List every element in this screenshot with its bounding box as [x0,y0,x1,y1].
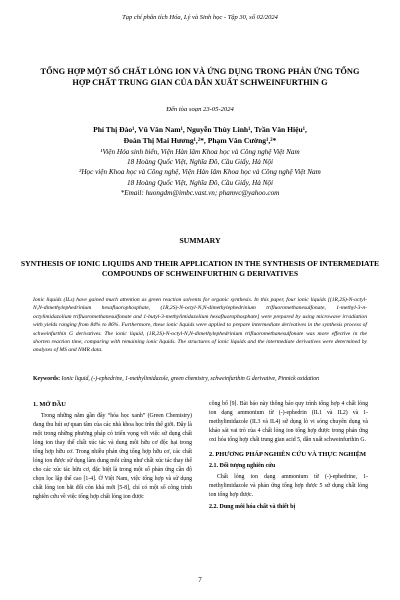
subsection-2-2-heading: 2.2. Dung môi hóa chất và thiết bị [209,504,296,510]
affiliation-1: ¹Viện Hóa sinh biển, Viện Hàn lâm Khoa học và Công nghệ Việt Nam [100,148,300,156]
keywords-label: Keywords [33,376,59,382]
running-head: Tạp chí phân tích Hóa, Lý và Sinh học - Tập 30, số 02/2024 [122,14,278,21]
page-number: 7 [198,576,202,584]
section-1-paragraph-cont: công bố [9]. Bài báo này thông báo quy trình tổng hợp 4 chất lỏng ion dạng ammonium từ (-)-ephedrin (IL1 và IL2) và 1-methylimidazole (IL3 và IL4) sử dụng lò vi sóng chuyên dụng và khảo sát vai trò của 4 chất lỏng ion tổng hợp được trong phản ứng oxi hóa tổng hợp chất trung gian acid 5, dẫn xuất schweinfurthin G. [209,401,368,443]
keywords-text: Ionic liquid, (-)-ephedrine, 1-methylimidazole, green chemistry, schweinfurthin G derivative, Pinnick oxidation [61,376,320,382]
author-line-2: Đoàn Thị Mai Hương¹,²*, Phạm Văn Cường¹,²* [123,135,277,145]
affiliation-2: ²Học viện Khoa học và Công nghệ, Viện Hàn lâm Khoa học và Công nghệ Việt Nam [79,168,321,177]
affiliation-2-address: 18 Hoàng Quốc Việt, Nghĩa Đô, Cầu Giấy, Hà Nội [126,178,273,187]
author-line-1: Phí Thị Đào¹, Vũ Văn Nam¹, Nguyễn Thùy Linh¹, Trần Văn Hiệu¹, [93,125,307,134]
section-1-paragraph: Trong những năm gần đây “hóa học xanh” (Green Chemistry) đang thu hút sự quan tâm của các nhà khoa học trên thế giới. Đây là một trong những phương pháp có triển vọng với việc sử dụng chất lỏng ion thay thế chất xúc tác và dung môi hữu cơ độc hại trong tổng hợp hữu cơ. Trong nhiều phản ứng tổng hợp hữu cơ, các chất lỏng ion được sử dụng làm dung môi cũng như chất xúc tác thay thế cho các xúc tác hữu cơ, đặc biệt là trong một số phản ứng cần độ chọn lọc lập thể cao [1-4]. Ở Việt Nam, việc tổng hợp và sử dụng chất lỏng ion bắt đối còn khá mới [5-8], chỉ có một số công trình nghiên cứu về việc tổng hợp chất lỏng ion được [33,413,192,500]
received-date: Đến tòa soạn 23-05-2024 [166,106,234,113]
article-title-en: SYNTHESIS OF IONIC LIQUIDS AND THEIR APPLICATION IN THE SYNTHESIS OF INTERMEDIATE COMPOUNDS OF SCHWEINFURTHIN G DERIVATIVES [20,259,380,279]
section-1-heading: 1. MỞ ĐẦU [33,401,66,408]
summary-heading: SUMMARY [179,236,221,245]
affiliations [20,147,380,198]
subsection-2-1-heading: 2.1. Đối tượng nghiên cứu [209,463,276,469]
column-left [33,400,192,502]
subsection-2-1-text: Chất lỏng ion dạng ammonium từ (-)-ephedrine, 1-methylimidazole và phản ứng tổng hợp được 5 sử dụng chất lỏng ion tổng hợp được. [209,474,368,498]
column-right [209,400,368,514]
section-2-heading: 2. PHƯƠNG PHÁP NGHIÊN CỨU VÀ THỰC NGHIỆM [209,451,367,458]
author-list [30,125,370,146]
affiliation-1-address: 18 Hoàng Quốc Việt, Nghĩa Đô, Cầu Giấy, Hà Nội [126,158,273,167]
contact-email: *Email: huongdm@imbc.vast.vn; phamvc@yahoo.com [120,188,280,197]
keywords: Keywords: Ionic liquid, (-)-ephedrine, 1-methylimidazole, green chemistry, schweinfurthin G derivative, Pinnick oxidation [33,376,320,382]
article-title-vi: TỔNG HỢP MỘT SỐ CHẤT LỎNG ION VÀ ỨNG DỤNG TRONG PHẢN ỨNG TỔNG HỢP CHẤT TRUNG GIAN CỦA DẪN XUẤT SCHWEINFURTHIN G [40,67,360,87]
abstract: Ionic liquids (ILs) have gained much attention as green reaction solvents for organic synthesis. In this paper, four ionic liquids [(1R,2S)-N-octyl-N,N-dimethylephedrinium hexafluorophosphate, (1R,2S)-N-octyl-N,N-dimethylephedrinium trifluoromethanesulfonate, 1-methyl-3-n-octylimidazolium trifluoromethanesulfonate and 1-butyl-3-methylimidazolium hexafluorophosphate] were prepared by using microwave irradiation with yields ranging from 84% to 86%. Furthermore, these ionic liquids were applied to prepare intermediate derivatives in the synthesis process of schweinfurthin G derivatives. The ionic liquid, (1R,2S)-N-octyl-N,N-dimethylephedrinium trifluoromethanesulfonate was more effective in the shorten reaction time, comparing with remaining ionic liquids. The structures of ionic liquids and the intermediate derivatives were determined by analyses of MS and NMR data. [33,297,367,354]
